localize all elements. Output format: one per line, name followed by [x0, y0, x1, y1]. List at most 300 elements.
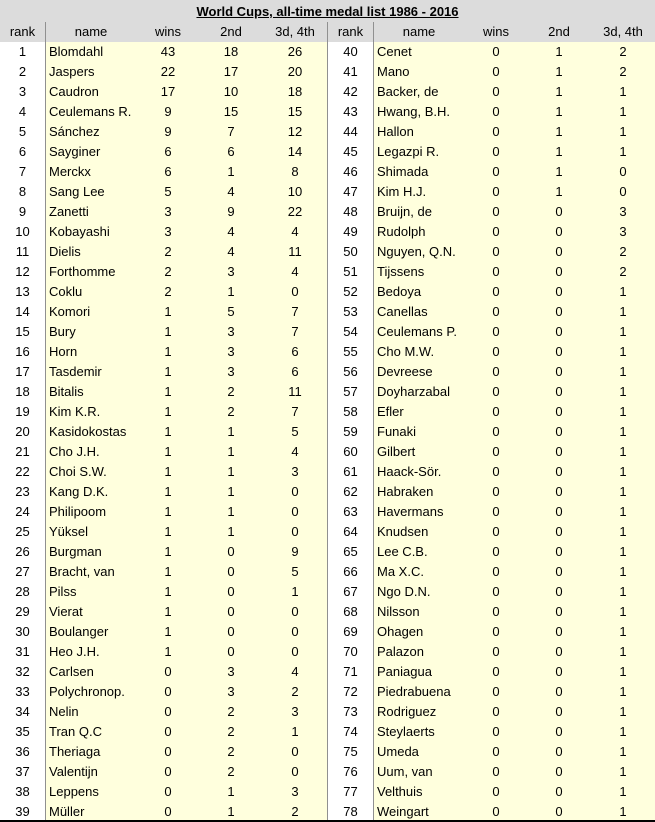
third-cell: 22 — [287, 204, 303, 219]
third-cell: 2 — [619, 264, 627, 279]
third-cell: 4 — [291, 264, 299, 279]
third-cell: 1 — [619, 364, 627, 379]
rank-cell: 15 — [15, 324, 30, 339]
rank-cell: 29 — [15, 604, 30, 619]
header-rank-right: rank — [337, 24, 364, 39]
third-cell: 0 — [291, 524, 299, 539]
table-title: World Cups, all-time medal list 1986 - 2016 — [0, 0, 655, 23]
rank-cell: 59 — [343, 424, 358, 439]
rank-cell: 3 — [18, 84, 27, 99]
name-cell: Tasdemir — [49, 364, 102, 379]
rank-cell: 31 — [15, 644, 30, 659]
second-cell: 1 — [555, 44, 563, 59]
third-cell: 0 — [619, 164, 627, 179]
wins-cell: 1 — [164, 384, 172, 399]
rank-cell: 14 — [15, 304, 30, 319]
wins-cell: 0 — [492, 84, 500, 99]
rank-cell: 52 — [343, 284, 358, 299]
name-cell: Pilss — [49, 584, 77, 599]
rank-cell: 67 — [343, 584, 358, 599]
second-cell: 6 — [227, 144, 235, 159]
rank-cell: 50 — [343, 244, 358, 259]
second-cell: 1 — [227, 464, 235, 479]
name-cell: Umeda — [377, 744, 419, 759]
rank-cell: 68 — [343, 604, 358, 619]
name-cell: Lee C.B. — [377, 544, 428, 559]
rank-cell: 53 — [343, 304, 358, 319]
name-cell: Valentijn — [49, 764, 98, 779]
second-cell: 0 — [555, 464, 563, 479]
name-cell: Kim H.J. — [377, 184, 427, 199]
name-cell: Doyharzabal — [377, 384, 450, 399]
rank-cell: 5 — [18, 124, 27, 139]
second-cell: 0 — [555, 524, 563, 539]
third-cell: 1 — [291, 724, 299, 739]
rank-cell: 61 — [343, 464, 358, 479]
rank-cell: 48 — [343, 204, 358, 219]
rank-cell: 58 — [343, 404, 358, 419]
rank-cell: 17 — [15, 364, 30, 379]
third-cell: 1 — [619, 564, 627, 579]
wins-cell: 6 — [164, 144, 172, 159]
second-cell: 0 — [555, 424, 563, 439]
second-cell: 0 — [555, 764, 563, 779]
wins-cell: 0 — [164, 764, 172, 779]
wins-cell: 0 — [164, 784, 172, 799]
second-cell: 1 — [227, 524, 235, 539]
second-cell: 0 — [227, 584, 235, 599]
second-cell: 0 — [555, 204, 563, 219]
second-cell: 0 — [227, 624, 235, 639]
rank-cell: 27 — [15, 564, 30, 579]
rank-cell: 1 — [18, 44, 27, 59]
second-cell: 0 — [555, 384, 563, 399]
second-cell: 1 — [555, 124, 563, 139]
name-cell: Müller — [49, 804, 85, 819]
second-cell: 0 — [555, 564, 563, 579]
third-cell: 6 — [291, 364, 299, 379]
rank-cell: 49 — [343, 224, 358, 239]
third-cell: 10 — [287, 184, 303, 199]
wins-cell: 0 — [492, 644, 500, 659]
name-cell: Kasidokostas — [49, 424, 127, 439]
wins-cell: 0 — [492, 344, 500, 359]
name-cell: Vierat — [49, 604, 83, 619]
name-cell: Nguyen, Q.N. — [377, 244, 456, 259]
rank-cell: 56 — [343, 364, 358, 379]
third-cell: 6 — [291, 344, 299, 359]
third-cell: 2 — [619, 64, 627, 79]
rank-cell: 75 — [343, 744, 358, 759]
wins-cell: 0 — [492, 124, 500, 139]
name-cell: Kang D.K. — [49, 484, 109, 499]
second-cell: 1 — [555, 144, 563, 159]
second-cell: 3 — [227, 264, 235, 279]
name-cell: Kim K.R. — [49, 404, 101, 419]
wins-cell: 0 — [492, 104, 500, 119]
name-cell: Carlsen — [49, 664, 94, 679]
third-cell: 1 — [619, 764, 627, 779]
wins-cell: 0 — [492, 164, 500, 179]
wins-cell: 0 — [492, 324, 500, 339]
wins-cell: 1 — [164, 364, 172, 379]
name-cell: Hwang, B.H. — [377, 104, 450, 119]
second-cell: 0 — [555, 664, 563, 679]
second-cell: 0 — [555, 804, 563, 819]
wins-cell: 0 — [492, 684, 500, 699]
third-cell: 26 — [287, 44, 303, 59]
rank-cell: 76 — [343, 764, 358, 779]
name-cell: Efler — [377, 404, 404, 419]
rank-cell: 25 — [15, 524, 30, 539]
third-cell: 1 — [619, 344, 627, 359]
wins-cell: 0 — [492, 804, 500, 819]
second-cell: 0 — [555, 784, 563, 799]
rank-cell: 78 — [343, 804, 358, 819]
rank-cell: 28 — [15, 584, 30, 599]
third-cell: 1 — [619, 524, 627, 539]
rank-cell: 64 — [343, 524, 358, 539]
name-cell: Knudsen — [377, 524, 429, 539]
name-cell: Sang Lee — [49, 184, 105, 199]
second-cell: 17 — [223, 64, 239, 79]
second-cell: 0 — [555, 324, 563, 339]
rank-cell: 18 — [15, 384, 30, 399]
third-cell: 4 — [291, 444, 299, 459]
wins-cell: 0 — [492, 224, 500, 239]
third-cell: 0 — [619, 184, 627, 199]
third-cell: 0 — [291, 504, 299, 519]
name-cell: Bracht, van — [49, 564, 115, 579]
column-divider — [45, 22, 46, 822]
wins-cell: 1 — [164, 324, 172, 339]
third-cell: 1 — [619, 784, 627, 799]
wins-cell: 0 — [492, 184, 500, 199]
third-cell: 7 — [291, 404, 299, 419]
name-cell: Tran Q.C — [49, 724, 102, 739]
second-cell: 1 — [227, 424, 235, 439]
second-cell: 2 — [227, 404, 235, 419]
rank-cell: 65 — [343, 544, 358, 559]
wins-cell: 0 — [492, 604, 500, 619]
rank-cell: 12 — [15, 264, 30, 279]
name-cell: Tijssens — [377, 264, 425, 279]
third-cell: 1 — [619, 84, 627, 99]
header-2nd-left: 2nd — [220, 24, 242, 39]
wins-cell: 1 — [164, 484, 172, 499]
second-cell: 0 — [555, 364, 563, 379]
rank-cell: 54 — [343, 324, 358, 339]
wins-cell: 3 — [164, 204, 172, 219]
wins-cell: 22 — [160, 64, 176, 79]
rank-cell: 38 — [15, 784, 30, 799]
name-cell: Heo J.H. — [49, 644, 100, 659]
second-cell: 1 — [555, 104, 563, 119]
wins-cell: 0 — [492, 584, 500, 599]
rank-cell: 35 — [15, 724, 30, 739]
third-cell: 0 — [291, 284, 299, 299]
wins-cell: 1 — [164, 424, 172, 439]
second-cell: 0 — [555, 304, 563, 319]
third-cell: 0 — [291, 764, 299, 779]
rank-cell: 70 — [343, 644, 358, 659]
rank-cell: 36 — [15, 744, 30, 759]
name-cell: Forthomme — [49, 264, 116, 279]
name-cell: Nelin — [49, 704, 79, 719]
third-cell: 0 — [291, 484, 299, 499]
third-cell: 8 — [291, 164, 299, 179]
rank-cell: 7 — [18, 164, 27, 179]
wins-cell: 1 — [164, 644, 172, 659]
second-cell: 1 — [555, 164, 563, 179]
second-cell: 3 — [227, 664, 235, 679]
wins-cell: 0 — [492, 484, 500, 499]
rank-cell: 46 — [343, 164, 358, 179]
second-cell: 0 — [555, 544, 563, 559]
third-cell: 1 — [619, 384, 627, 399]
name-cell: Ceulemans R. — [49, 104, 132, 119]
second-cell: 0 — [555, 624, 563, 639]
second-cell: 0 — [555, 704, 563, 719]
name-cell: Ma X.C. — [377, 564, 424, 579]
rank-cell: 37 — [15, 764, 30, 779]
third-cell: 3 — [291, 704, 299, 719]
second-cell: 2 — [227, 384, 235, 399]
name-cell: Shimada — [377, 164, 429, 179]
rank-cell: 41 — [343, 64, 358, 79]
second-cell: 4 — [227, 244, 235, 259]
rank-cell: 42 — [343, 84, 358, 99]
second-cell: 2 — [227, 724, 235, 739]
name-cell: Bruijn, de — [377, 204, 432, 219]
second-cell: 2 — [227, 764, 235, 779]
rank-cell: 60 — [343, 444, 358, 459]
name-cell: Merckx — [49, 164, 91, 179]
second-cell: 0 — [555, 504, 563, 519]
third-cell: 18 — [287, 84, 303, 99]
wins-cell: 1 — [164, 464, 172, 479]
third-cell: 0 — [291, 744, 299, 759]
third-cell: 1 — [619, 444, 627, 459]
second-cell: 0 — [555, 484, 563, 499]
second-cell: 0 — [227, 544, 235, 559]
third-cell: 1 — [619, 304, 627, 319]
third-cell: 3 — [619, 224, 627, 239]
wins-cell: 0 — [492, 264, 500, 279]
third-cell: 1 — [619, 744, 627, 759]
wins-cell: 1 — [164, 404, 172, 419]
name-cell: Sayginer — [49, 144, 101, 159]
wins-cell: 1 — [164, 564, 172, 579]
name-cell: Legazpi R. — [377, 144, 440, 159]
wins-cell: 0 — [492, 504, 500, 519]
wins-cell: 0 — [492, 64, 500, 79]
rank-cell: 55 — [343, 344, 358, 359]
wins-cell: 0 — [492, 304, 500, 319]
rank-cell: 73 — [343, 704, 358, 719]
column-divider — [327, 22, 328, 822]
rank-cell: 77 — [343, 784, 358, 799]
name-cell: Ohagen — [377, 624, 424, 639]
wins-cell: 0 — [492, 664, 500, 679]
wins-cell: 1 — [164, 624, 172, 639]
second-cell: 1 — [227, 784, 235, 799]
name-cell: Cenet — [377, 44, 412, 59]
name-cell: Velthuis — [377, 784, 423, 799]
second-cell: 1 — [227, 484, 235, 499]
second-cell: 1 — [227, 164, 235, 179]
wins-cell: 0 — [164, 704, 172, 719]
third-cell: 1 — [619, 504, 627, 519]
rank-cell: 21 — [15, 444, 30, 459]
name-cell: Theriaga — [49, 744, 101, 759]
name-cell: Mano — [377, 64, 410, 79]
name-cell: Gilbert — [377, 444, 416, 459]
third-cell: 2 — [291, 804, 299, 819]
wins-cell: 0 — [492, 204, 500, 219]
rank-cell: 45 — [343, 144, 358, 159]
rank-cell: 44 — [343, 124, 358, 139]
second-cell: 1 — [555, 184, 563, 199]
name-cell: Choi S.W. — [49, 464, 107, 479]
rank-cell: 4 — [18, 104, 27, 119]
second-cell: 3 — [227, 324, 235, 339]
wins-cell: 0 — [492, 544, 500, 559]
name-cell: Yüksel — [49, 524, 89, 539]
third-cell: 14 — [287, 144, 303, 159]
third-cell: 20 — [287, 64, 303, 79]
name-cell: Devreese — [377, 364, 433, 379]
name-cell: Caudron — [49, 84, 99, 99]
third-cell: 1 — [619, 604, 627, 619]
third-cell: 1 — [619, 324, 627, 339]
name-cell: Polychronop. — [49, 684, 125, 699]
wins-cell: 2 — [164, 284, 172, 299]
wins-cell: 0 — [492, 144, 500, 159]
third-cell: 1 — [619, 484, 627, 499]
wins-cell: 0 — [164, 724, 172, 739]
wins-cell: 0 — [492, 564, 500, 579]
wins-cell: 6 — [164, 164, 172, 179]
wins-cell: 5 — [164, 184, 172, 199]
second-cell: 0 — [555, 284, 563, 299]
name-cell: Boulanger — [49, 624, 109, 639]
wins-cell: 2 — [164, 264, 172, 279]
rank-cell: 9 — [18, 204, 27, 219]
rank-cell: 6 — [18, 144, 27, 159]
name-cell: Kobayashi — [49, 224, 110, 239]
rank-cell: 32 — [15, 664, 30, 679]
second-cell: 0 — [555, 584, 563, 599]
third-cell: 1 — [619, 704, 627, 719]
wins-cell: 3 — [164, 224, 172, 239]
third-cell: 1 — [619, 644, 627, 659]
third-cell: 1 — [619, 124, 627, 139]
column-divider — [373, 22, 374, 822]
rank-cell: 30 — [15, 624, 30, 639]
rank-cell: 47 — [343, 184, 358, 199]
second-cell: 15 — [223, 104, 239, 119]
third-cell: 0 — [291, 644, 299, 659]
third-cell: 4 — [291, 664, 299, 679]
third-cell: 0 — [291, 604, 299, 619]
third-cell: 1 — [619, 464, 627, 479]
second-cell: 3 — [227, 344, 235, 359]
second-cell: 1 — [555, 64, 563, 79]
third-cell: 7 — [291, 324, 299, 339]
second-cell: 0 — [555, 604, 563, 619]
third-cell: 1 — [619, 284, 627, 299]
wins-cell: 0 — [492, 444, 500, 459]
second-cell: 3 — [227, 364, 235, 379]
rank-cell: 22 — [15, 464, 30, 479]
second-cell: 7 — [227, 124, 235, 139]
header-2nd-right: 2nd — [548, 24, 570, 39]
rank-cell: 69 — [343, 624, 358, 639]
name-cell: Steylaerts — [377, 724, 435, 739]
rank-cell: 72 — [343, 684, 358, 699]
wins-cell: 1 — [164, 544, 172, 559]
wins-cell: 0 — [492, 524, 500, 539]
wins-cell: 0 — [492, 424, 500, 439]
third-cell: 1 — [619, 724, 627, 739]
wins-cell: 0 — [492, 384, 500, 399]
rank-cell: 39 — [15, 804, 30, 819]
second-cell: 0 — [555, 684, 563, 699]
third-cell: 2 — [291, 684, 299, 699]
wins-cell: 0 — [164, 664, 172, 679]
second-cell: 0 — [555, 444, 563, 459]
name-cell: Horn — [49, 344, 78, 359]
third-cell: 0 — [291, 624, 299, 639]
name-cell: Blomdahl — [49, 44, 104, 59]
name-cell: Sánchez — [49, 124, 100, 139]
wins-cell: 2 — [164, 244, 172, 259]
third-cell: 1 — [619, 624, 627, 639]
wins-cell: 0 — [164, 684, 172, 699]
rank-cell: 34 — [15, 704, 30, 719]
wins-cell: 1 — [164, 344, 172, 359]
second-cell: 18 — [223, 44, 239, 59]
rank-cell: 8 — [18, 184, 27, 199]
third-cell: 3 — [291, 464, 299, 479]
name-cell: Rodriguez — [377, 704, 437, 719]
wins-cell: 0 — [164, 804, 172, 819]
second-cell: 0 — [555, 404, 563, 419]
second-cell: 2 — [227, 744, 235, 759]
name-cell: Ngo D.N. — [377, 584, 431, 599]
third-cell: 1 — [291, 584, 299, 599]
wins-cell: 1 — [164, 504, 172, 519]
wins-cell: 0 — [492, 464, 500, 479]
rank-cell: 20 — [15, 424, 30, 439]
rank-cell: 51 — [343, 264, 358, 279]
wins-cell: 43 — [160, 44, 176, 59]
wins-cell: 0 — [492, 244, 500, 259]
name-cell: Philipoom — [49, 504, 107, 519]
third-cell: 3 — [291, 784, 299, 799]
third-cell: 1 — [619, 664, 627, 679]
wins-cell: 9 — [164, 124, 172, 139]
third-cell: 1 — [619, 684, 627, 699]
wins-cell: 0 — [492, 744, 500, 759]
name-cell: Burgman — [49, 544, 102, 559]
name-cell: Zanetti — [49, 204, 89, 219]
wins-cell: 17 — [160, 84, 176, 99]
name-cell: Komori — [49, 304, 91, 319]
name-cell: Rudolph — [377, 224, 426, 239]
rank-cell: 16 — [15, 344, 30, 359]
